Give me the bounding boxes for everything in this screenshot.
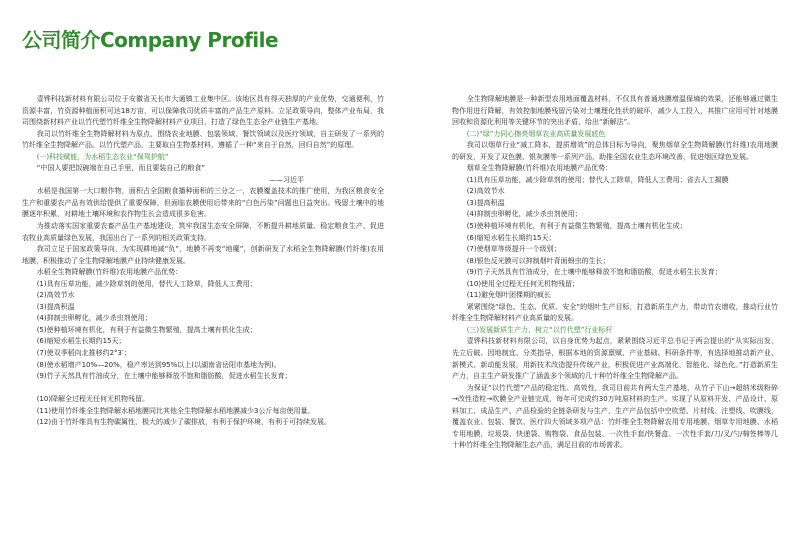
list-item: (12)由于竹纤维具有生物碳属性，极大的减少了碳排放，有利于保护环境，有利于可持续发展。	[36, 418, 332, 427]
list-item: (8)银色反光膜可以抑制烟叶背面蚜虫的生长；	[466, 256, 610, 265]
company-response-paragraph: 我司立足于国家政策导向，为实现耕地减“负”，地膜不再变“地魔”，创新研发了水稻全生物降解膜(竹纤维)农用地膜，积极推动了全生物降解地膜产业持续健康发展。	[22, 245, 384, 265]
rice-list-title: 水稻全生物降解膜(竹纤维)农用地膜产品优势：	[36, 268, 183, 277]
list-item: (9)竹子天然具有竹油成分，在土壤中能够释放不饱和脂肪酸，促进水稻生长发育；	[36, 372, 292, 381]
list-item: (11)使用竹纤维全生物降解水稻地膜同比其他全生物降解水稻地膜减少3公斤每亩使用量。	[36, 406, 315, 415]
list-item: (7)使烟草等级提升一个级别；	[466, 245, 561, 254]
rice-background-paragraph: 水稻是我国第一大口粮作物，面积占全国粮食播种面积的三分之一，农膜覆盖技术的推广使用，为我区粮食安全生产和重要农产品有效供给提供了重要保障，但面临农膜使用后带来的“白色污染”问题也日益突出。残留土壤中的地膜逐年积累，对耕地土壤环境和农作物生长会造成很多危害。	[22, 187, 384, 219]
section-heading-2: (二)“绿”力同心擦亮烟草农业高质量发展底色	[466, 129, 606, 138]
list-item: (3)提高积温	[466, 198, 505, 207]
list-item: (1)具有压草功能，减少除草剂的使用，替代人工除草，降低人工费用；	[36, 279, 257, 288]
tobacco-advantages-list	[452, 175, 778, 302]
list-item: (3)提高积温	[36, 302, 75, 311]
list-item: (4)抑制虫卵孵化，减少杀虫剂使用；	[36, 314, 152, 323]
list-item: (6)缩短水稻生长期约15天；	[466, 233, 556, 242]
list-item: (2)高效节水	[466, 187, 505, 196]
section-heading-1: (一)科技赋能，为水稻生态农业“保驾护航”	[36, 152, 169, 161]
tobacco-summary-paragraph: 紧紧围绕“绿色、生态、优质、安全”的烟叶生产目标，打造新质生产力，带动竹农增收，推动行业竹纤维全生物降解材料产业高质量的发展。	[452, 302, 778, 323]
tobacco-list-title: 烟草全生物降解膜(竹纤维)农用地膜产品优势：	[466, 164, 613, 173]
list-item: (6)缩短水稻生长期约15天；	[36, 337, 126, 346]
intro-paragraph: 壹铧科技新材料有限公司位于安徽省天长市大通镇工业集中区。该地区具有得天独厚的产业优势，交通便利，竹资源丰富，竹资源种植面积可达18万亩，可以保障我司优质丰富的产品生产原料。立足政策导向，整体产业布局，我司围绕新材料产业以竹代塑竹纤维全生物降解材料产业项目，打造了绿色生态全产业链生产基地。	[22, 95, 384, 127]
tobacco-intro-paragraph: 我司以烟草行业“减工降本，提质增效”的总体目标为导向，聚焦烟草全生物降解膜(竹纤维)农用地膜的研发，开发了双色膜、银灰膜等一系列产品，助推全国农业生态环境改善，促进烟区绿色发展。	[452, 141, 778, 161]
right-column	[452, 94, 778, 452]
list-item: (9)竹子天然具有竹油成分，在土壤中能够释放不饱和脂肪酸，促进水稻生长发育；	[466, 268, 722, 277]
new-productivity-paragraph: 壹铧科技新材料有限公司，以自身优势为起点，紧紧围绕习近平总书记于两会提出的“从实际出发，先立后破、因地制宜、分类指导，根据本地的资源禀赋、产业基础、科研条件等，有选择地推动新产业、新模式、新动能发展，用新技术改造提升传统产业，积极促进产业高端化、智能化、绿色化。”打造新质生产力，自主生产研发推广了涵盖多个领域的几十种竹纤维全生物降解产品。	[452, 337, 778, 381]
list-item: (8)使水稻增产10%—20%，稳产率达到95%以上(以湖南省岳阳市基地为例)。	[36, 360, 281, 369]
section-heading-3: (三)发展新质生产力，树立“以竹代塑”行业标杆	[466, 325, 613, 334]
left-column	[22, 94, 384, 429]
list-item: (10)降解全过程无任何无机物残留。	[36, 395, 150, 404]
list-item: (5)使种植环境有机化，有利于有益微生物繁殖，提高土壤有机化生成；	[36, 325, 257, 334]
spacer	[22, 383, 384, 395]
quote-text: “中国人要把饭碗端在自己手里，而且要装自己的粮食”	[36, 164, 205, 173]
quote-signature: ——习近平	[269, 175, 304, 184]
list-item: (2)高效节水	[36, 291, 75, 300]
list-item: (10)使用全过程无任何无机物残留；	[466, 279, 580, 288]
degradable-film-paragraph: 全生物降解地膜是一种新型农用地面覆盖材料，不仅具有普通地膜增温保墒的效果，还能够通过微生物作用进行降解，有效控制地膜残留污染对土壤理化性状的破坏，减少人工投入，其推广应用可针对地膜回收和资源化利用等关键环节的突出矛盾，给出“新解法”。	[452, 95, 778, 127]
list-item: (1)具有压草功能，减少除草剂的使用；替代人工除草，降低人工费用；省去人工揭膜	[466, 175, 729, 184]
list-item: (11)避免烟叶团棵期的疯长	[466, 291, 552, 300]
production-bases-paragraph: 为保证“以竹代塑”产品的稳定性、高效性，我司目前共有两大生产基地，从竹子下山→超纳米级粉碎→改性造粒→吹膜全产业链完成，每年可完成约30万吨原材料的生产。实现了从原料开发、产品设计、原料加工、成品生产、产品检验的全链条研发与生产，生产产品包括中空吹塑、片材线、注塑线、吹膜线，覆盖农业、包装、餐饮、医疗四大领域多项产品：竹纤维全生物降解农用专用地膜、烟草专用地膜、水稻专用地膜，垃圾袋、快递袋、购物袋、食品包装、一次性手套/快餐盒、一次性手套/刀/叉/勺/棉签棒等几十种竹纤维全生物降解生态产品，满足目前的市场需求。	[452, 383, 778, 450]
list-item: (5)使种植环境有机化，有利于有益微生物繁殖，提高土壤有机化生成；	[466, 222, 687, 231]
product-paragraph: 我司以竹纤维全生物降解材料为原点，围绕农业地膜、包装领域、餐饮领域以及医疗领域，自主研发了一系列的竹纤维全生物降解产品。以竹代塑产品，主要取自生物基材料，遵循了一种“来自于自然，回归自然”的原理。	[22, 129, 384, 150]
policy-paragraph: 为推动落实国家重要农畜产品生产基地建设，筑牢我国生态安全屏障，不断提升耕地质量、稳定粮食生产、促进农牧业高质量绿色发展，我国出台了一系列的相关政策支持。	[22, 222, 384, 242]
page-title: 公司简介Company Profile	[22, 28, 279, 52]
list-item: (7)使双季稻向北推移约2°3′；	[36, 349, 131, 358]
rice-advantages-list	[22, 279, 384, 429]
list-item: (4)抑制虫卵孵化，减少杀虫剂使用；	[466, 210, 582, 219]
